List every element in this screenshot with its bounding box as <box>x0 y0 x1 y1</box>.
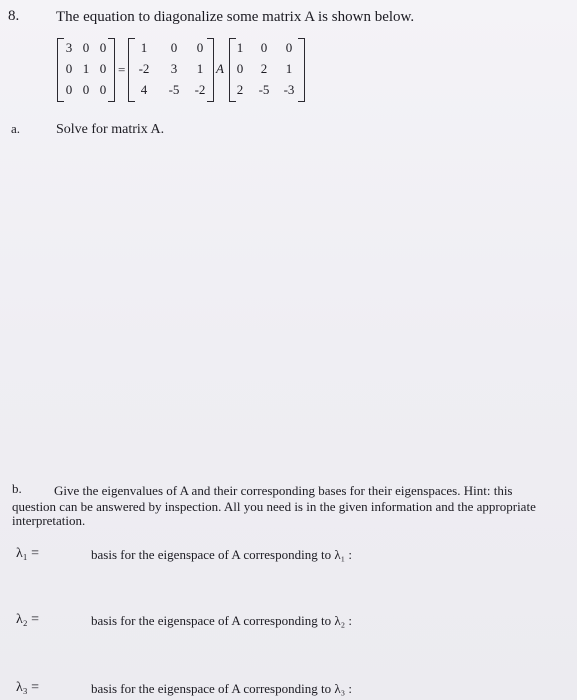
question-number: 8. <box>8 8 20 24</box>
matrix-cell: 0 <box>99 40 107 55</box>
matrix-cell: 1 <box>82 61 90 76</box>
matrix-cell: -3 <box>283 82 295 97</box>
matrix-cell: -5 <box>258 82 270 97</box>
part-b-text-line2: question can be answered by inspection. All you need is in the given information and the appropriate <box>12 499 536 514</box>
matrix-p <box>128 38 214 102</box>
part-a-label: a. <box>11 121 21 136</box>
matrix-a-symbol: A <box>216 61 224 76</box>
matrix-cell: 4 <box>140 82 148 97</box>
matrix-cell: 3 <box>170 61 178 76</box>
basis-1-label: basis for the eigenspace of A corresponding to λ₁ : <box>91 547 353 562</box>
matrix-cell: 0 <box>82 40 90 55</box>
basis-2-label: basis for the eigenspace of A corresponding to λ₂ : <box>91 613 353 628</box>
part-b-text-line3: interpretation. <box>12 513 86 528</box>
matrix-cell: 0 <box>260 40 268 55</box>
matrix-p-inverse <box>229 38 305 102</box>
matrix-d <box>57 38 115 102</box>
matrix-cell: 1 <box>285 61 293 76</box>
question-prompt: The equation to diagonalize some matrix A is shown below. <box>56 9 415 25</box>
part-b-label: b. <box>12 481 22 496</box>
matrix-cell: 0 <box>236 61 244 76</box>
matrix-cell: 1 <box>140 40 148 55</box>
matrix-cell: -5 <box>168 82 180 97</box>
matrix-cell: 1 <box>236 40 244 55</box>
lambda-2-label: λ₂ = <box>16 612 40 627</box>
matrix-cell: 0 <box>65 61 73 76</box>
matrix-cell: -2 <box>138 61 150 76</box>
matrix-cell: 0 <box>99 61 107 76</box>
matrix-cell: 0 <box>196 40 204 55</box>
matrix-cell: 1 <box>196 61 204 76</box>
matrix-cell: 3 <box>65 40 73 55</box>
part-b-text-line1: Give the eigenvalues of A and their corresponding bases for their eigenspaces. Hint: this <box>54 483 513 498</box>
matrix-cell: -2 <box>194 82 206 97</box>
lambda-3-label: λ₃ = <box>16 680 40 695</box>
matrix-cell: 0 <box>82 82 90 97</box>
matrix-cell: 2 <box>236 82 244 97</box>
part-a-text: Solve for matrix A. <box>56 122 165 137</box>
matrix-cell: 0 <box>65 82 73 97</box>
basis-3-label: basis for the eigenspace of A corresponding to λ₃ : <box>91 681 353 696</box>
matrix-cell: 0 <box>99 82 107 97</box>
matrix-cell: 0 <box>285 40 293 55</box>
matrix-cell: 2 <box>260 61 268 76</box>
equals-sign: = <box>118 62 126 77</box>
lambda-1-label: λ₁ = <box>16 546 40 561</box>
matrix-cell: 0 <box>170 40 178 55</box>
